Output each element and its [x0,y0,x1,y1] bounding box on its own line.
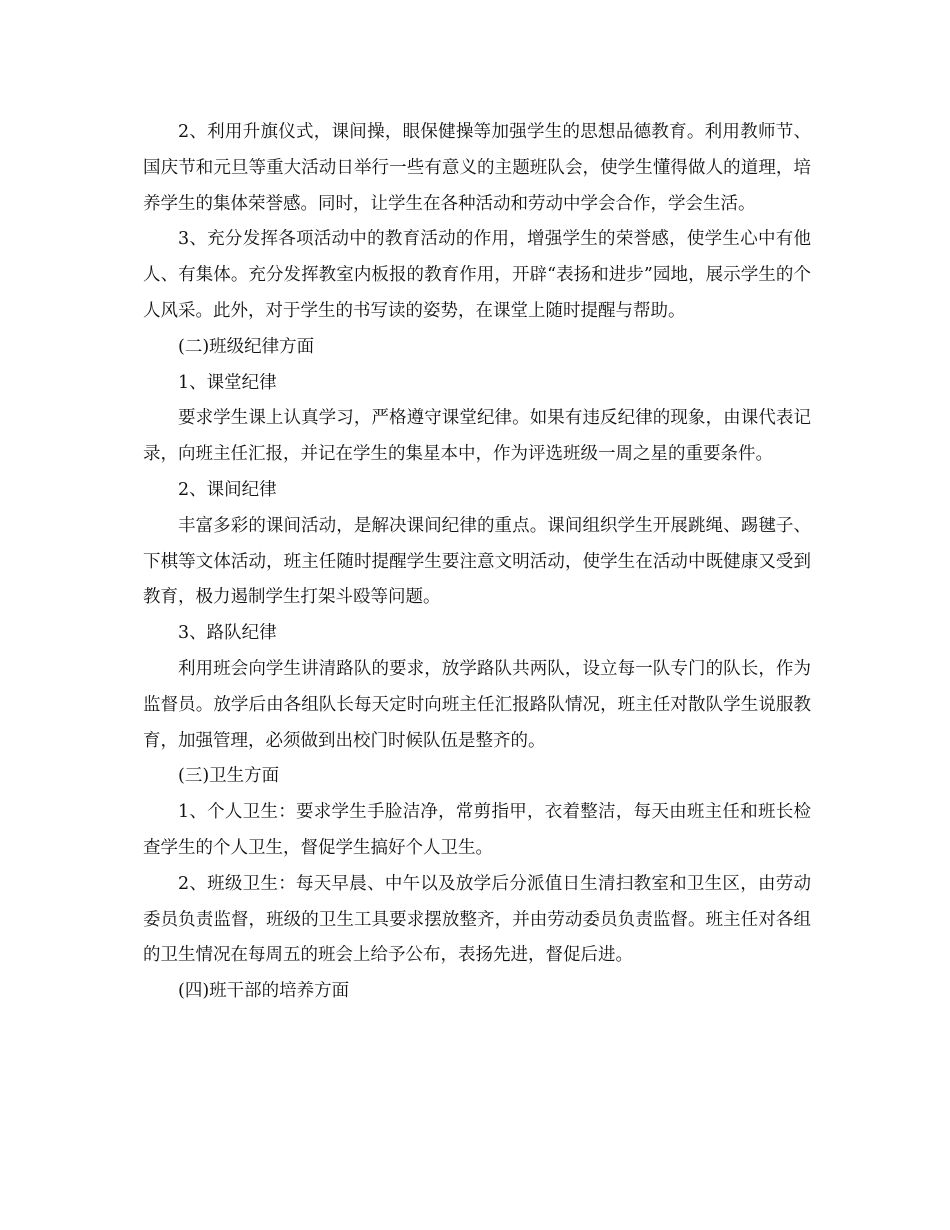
document-body [143,115,811,1010]
paragraph-personal-hygiene: 1、个人卫生：要求学生手脸洁净，常剪指甲，衣着整洁，每天由班主任和班长检查学生的个人卫生，督促学生搞好个人卫生。 [143,802,811,858]
section-heading-class-discipline: (二)班级纪律方面 [178,336,315,357]
section-heading-hygiene: (三)卫生方面 [178,766,280,787]
section-heading-class-cadre-training: (四)班干部的培养方面 [178,981,350,1002]
paragraph-moral-education-activities: 2、利用升旗仪式，课间操，眼保健操等加强学生的思想品德教育。利用教师节、国庆节和元旦等重大活动日举行一些有意义的主题班队会，使学生懂得做人的道理，培养学生的集体荣誉感。同时，让学生在各种活动和劳动中学会合作，学会生活。 [143,122,811,214]
paragraph-honor-and-collective: 3、充分发挥各项活动中的教育活动的作用，增强学生的荣誉感，使学生心中有他人、有集体。充分发挥教室内板报的教育作用，开辟“表扬和进步”园地，展示学生的个人风采。此外，对于学生的书写读的姿势，在课堂上随时提醒与帮助。 [143,229,811,321]
paragraph-queue-discipline: 利用班会向学生讲清路队的要求，放学路队共两队，设立每一队专门的队长，作为监督员。放学后由各组队长每天定时向班主任汇报路队情况，班主任对散队学生说服教育，加强管理，必须做到出校门时候队伍是整齐的。 [143,658,811,751]
subheading-break-discipline: 2、课间纪律 [178,479,277,500]
subheading-classroom-discipline: 1、课堂纪律 [178,372,277,393]
subheading-queue-discipline: 3、路队纪律 [178,623,277,644]
paragraph-class-hygiene: 2、班级卫生：每天早晨、中午以及放学后分派值日生清扫教室和卫生区，由劳动委员负责监督，班级的卫生工具要求摆放整齐，并由劳动委员负责监督。班主任对各组的卫生情况在每周五的班会上给予公布，表扬先进，督促后进。 [143,873,811,966]
paragraph-classroom-discipline: 要求学生课上认真学习，严格遵守课堂纪律。如果有违反纪律的现象，由课代表记录，向班主任汇报，并记在学生的集星本中，作为评选班级一周之星的重要条件。 [143,408,811,465]
paragraph-break-discipline: 丰富多彩的课间活动，是解决课间纪律的重点。课间组织学生开展跳绳、踢毽子、下棋等文体活动，班主任随时提醒学生要注意文明活动，使学生在活动中既健康又受到教育，极力遏制学生打架斗殴等问题。 [143,515,811,608]
